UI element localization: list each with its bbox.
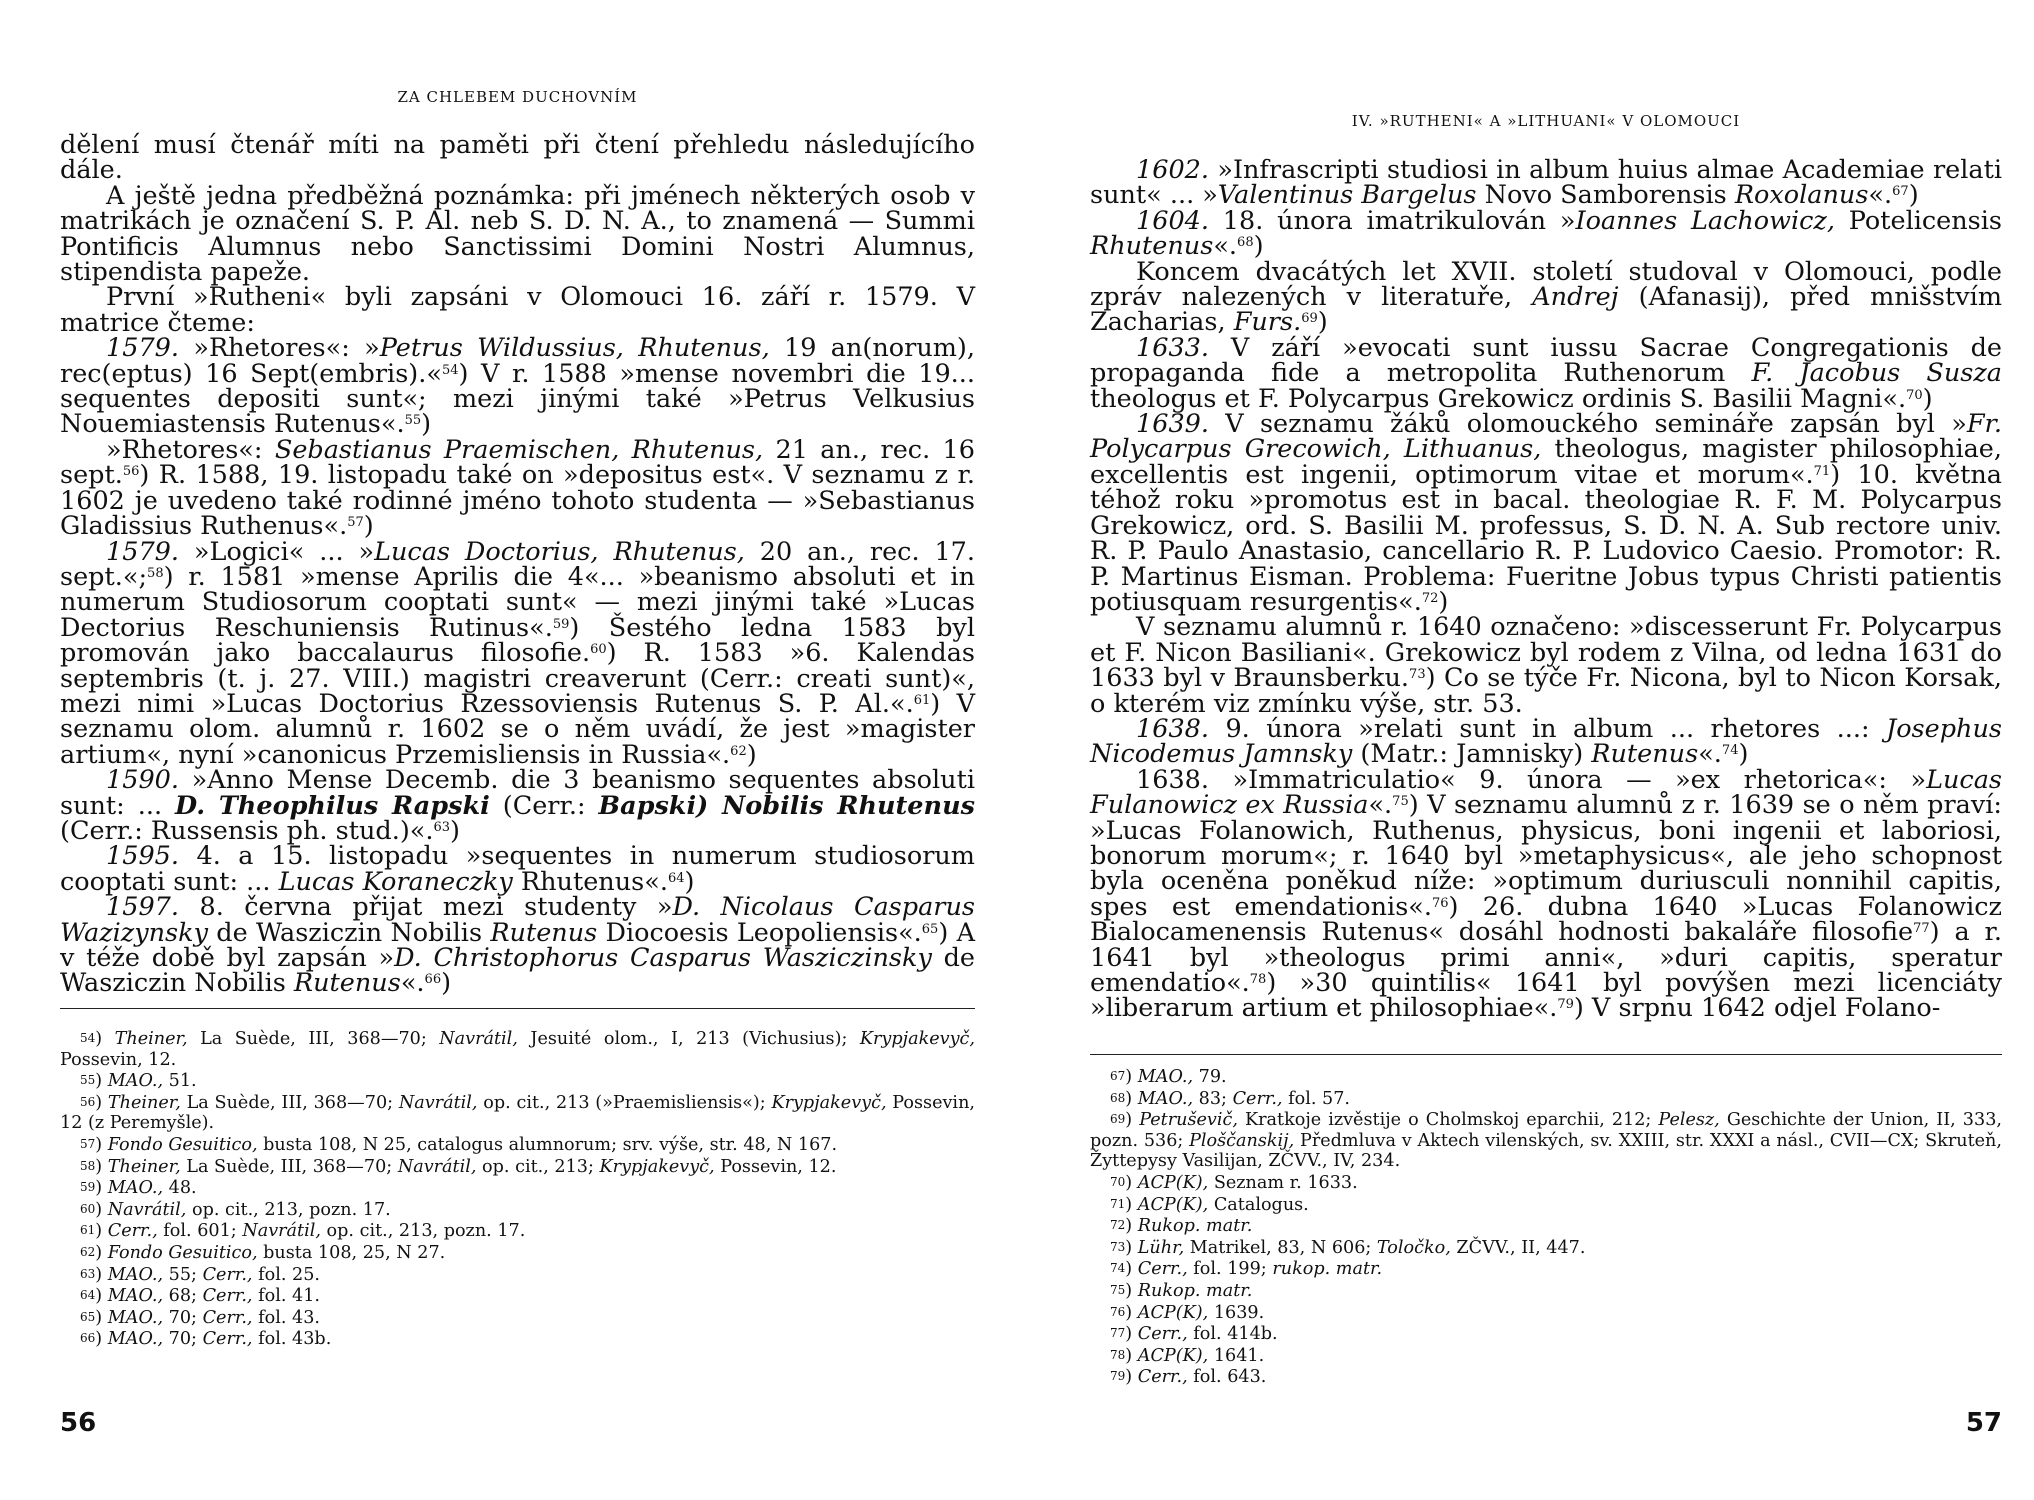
footnote-source: Rukop. matr. xyxy=(1137,1216,1253,1237)
footnote-number: 56 xyxy=(80,1094,96,1109)
footnote-ref: 70 xyxy=(1906,387,1923,403)
footnote-source: Theiner, xyxy=(107,1092,181,1113)
footnotes xyxy=(1090,1066,2002,1388)
footnote-source: Lühr, xyxy=(1137,1237,1185,1258)
footnote-ref: 76 xyxy=(1432,895,1449,911)
footnote-number: 70 xyxy=(1110,1174,1126,1189)
footnote-text: Kratkoje izvěstije o Cholmskoj eparchii, 212; xyxy=(1237,1110,1659,1131)
footnote-source: Theiner, xyxy=(107,1156,181,1177)
footnote-text: fol. 43b. xyxy=(252,1329,332,1350)
student-name: Furs. xyxy=(1233,307,1302,338)
footnote-text: op. cit., 213, pozn. 17. xyxy=(186,1199,391,1220)
footnote-source: Cerr., xyxy=(107,1221,158,1242)
footnote-number: 77 xyxy=(1110,1326,1126,1341)
footnote-number: 68 xyxy=(1110,1090,1126,1105)
student-name: Rutenus xyxy=(1591,739,1699,770)
footnote: 55) MAO., 51. xyxy=(80,1071,197,1092)
footnote-source: Rukop. matr. xyxy=(1137,1280,1253,1301)
paragraph: 1638. »Immatriculatio« 9. února — »ex rhetorica«: »Lucas Fulanowicz ex Russia«.$^{75}$) V seznamu alumnů z r. 1639 se o něm praví: »Lucas Folanowich, Ruthenus, physicus, boni ingenii et laboriosi, bonorum morum«; r. 1640 byl »metaphysicus«, ale jeho schopnost byla oceněna poněkud níže: »optimum duriusculi nonnihil capitis, spes est emendationis«.$^{76}$) 26. dubna 1640 »Lucas Folanowicz Bialocamenensis Rutenus« dosáhl hodnosti bakaláře filosofie$^{77}$) a r. 1641 byl »theologus primi anni«, »duri capitis, speratur emendatio«.$^{78}$) »30 quintilis« 1641 byl povýšen mezi licenciáty »liberarum artium et philosophiae«.$^{79}$) V srpnu 1642 odjel Folano- xyxy=(1090,764,2003,1024)
paragraph: 1633. V září »evocati sunt iussu Sacrae Congregationis de propaganda fide a metropolita Ruthenorum F. Jacobus Susza theologus et F. Polycarpus Grekowicz ordinis S. Basilii Magni«.$^{70}$) xyxy=(1090,332,2002,414)
footnote-source: ACP(K), xyxy=(1137,1302,1209,1323)
footnote-source: MAO., xyxy=(1137,1088,1194,1109)
footnote: 54) Theiner, La Suède, III, 368—70; Navrátil, Jesuité olom., I, 213 (Vichusius); Krypjakevyč, Possevin, 12. xyxy=(60,1029,975,1070)
footnote-ref: 79 xyxy=(1557,997,1574,1013)
student-name: Andrej xyxy=(1532,282,1619,313)
footnote-text: Possevin, 12. xyxy=(60,1049,177,1070)
paragraph: V seznamu alumnů r. 1640 označeno: »discesserunt Fr. Polycarpus et F. Nicon Basiliani«. Grekowicz byl rodem z Vilna, od ledna 1631 do 1633 byl v Braunsberku.$^{73}$) Co se týče Fr. Nicona, byl to Nicon Korsak, o kterém viz zmínku výše, str. 53. xyxy=(1090,612,2003,719)
footnote-text: 70; xyxy=(163,1329,203,1350)
footnote-source: Petruševič, xyxy=(1139,1110,1238,1131)
student-name: Lucas Doctorius, Rhutenus, xyxy=(374,536,745,567)
paragraph: »Rhetores«: Sebastianus Praemischen, Rhutenus, 21 an., rec. 16 sept.$^{56}$) R. 1588, 19. listopadu také on »depositus est«. V seznamu z r. 1602 je uvedeno také rodinné jméno tohoto studenta — »Sebastianus Gladissius Ruthenus«.$^{57}$) xyxy=(60,434,975,542)
footnote: 78) ACP(K), 1641. xyxy=(1110,1345,1265,1366)
student-name: Josephus Nicodemus Jamnsky xyxy=(1090,713,2002,770)
student-name: D. Nicolaus Casparus Wazizynsky xyxy=(60,892,975,948)
footnote-text: fol. 57. xyxy=(1282,1088,1351,1109)
page-number: 57 xyxy=(1965,1408,2002,1438)
footnotes xyxy=(60,1028,975,1350)
footnote: 57) Fondo Gesuitico, busta 108, N 25, catalogus alumnorum; srv. výše, str. 48, N 167. xyxy=(80,1134,838,1155)
footnote-number: 71 xyxy=(1110,1196,1126,1211)
footnote: 67) MAO., 79. xyxy=(1110,1067,1227,1087)
footnote-number: 59 xyxy=(80,1180,96,1195)
footnote-source: MAO., xyxy=(107,1178,164,1199)
footnote-text: 1641. xyxy=(1208,1345,1265,1366)
footnote-source: ACP(K), xyxy=(1137,1194,1209,1215)
footnote-source: Fondo Gesuitico, xyxy=(107,1242,258,1263)
paragraph: 1639. V seznamu žáků olomouckého semináře zapsán byl »Fr. Polycarpus Grecowich, Lithuanus, theologus, magister philosophiae, excellentis est ingenii, optimorum vitae et morum«.$^{71}$) 10. května téhož roku »promotus est in bacal. theologiae R. F. M. Polycarpus Grekowicz, ord. S. Basilii M. professus, S. D. N. A. Sub rectore univ. R. P. Paulo Anastasio, cancellario R. P. Ludovico Caesio. Promotor: R. P. Martinus Eisman. Problema: Fueritne Jobus typus Christi patientis potiusquam resurgentis«.$^{72}$) xyxy=(1090,409,2002,617)
footnote-number: 74 xyxy=(1110,1261,1126,1276)
footnote: 71) ACP(K), Catalogus. xyxy=(1110,1194,1309,1215)
footnote-source: MAO., xyxy=(1137,1067,1194,1087)
footnote-source: Cerr., xyxy=(202,1329,253,1350)
footnote-text: busta 108, N 25, catalogus alumnorum; srv. výše, str. 48, N 167. xyxy=(257,1134,838,1155)
footnote-source: MAO., xyxy=(107,1264,164,1285)
footnote: 74) Cerr., fol. 199; rukop. matr. xyxy=(1110,1259,1383,1280)
body-text xyxy=(60,130,976,999)
footnote-ref: 54 xyxy=(441,362,459,378)
footnote-text: Seznam r. 1633. xyxy=(1208,1172,1358,1193)
footnote-number: 66 xyxy=(80,1331,96,1346)
footnote-ref: 56 xyxy=(122,464,140,480)
footnote-number: 60 xyxy=(80,1201,96,1216)
student-name: Valentinus Bargelus xyxy=(1217,180,1477,211)
footnote-source: Krypjakevyč, xyxy=(859,1029,975,1049)
footnote-text: fol. 199; xyxy=(1187,1259,1273,1280)
footnote: 70) ACP(K), Seznam r. 1633. xyxy=(1110,1172,1358,1193)
entry-year: 1633. xyxy=(1136,332,1210,363)
footnote: 58) Theiner, La Suède, III, 368—70; Navrátil, op. cit., 213; Krypjakevyč, Possevin, 12. xyxy=(80,1156,837,1177)
footnote-text: La Suède, III, 368—70; xyxy=(180,1156,398,1177)
footnote-source: Cerr., xyxy=(202,1264,253,1285)
footnote-source: Cerr., xyxy=(202,1307,253,1328)
paragraph: 1602. »Infrascripti studiosi in album huius almae Academiae relati sunt« ... »Valentinus Bargelus Novo Samborensis Roxolanus«.$^{67}$) xyxy=(1090,155,2002,211)
student-name: Rutenus xyxy=(293,968,401,999)
footnote-ref: 61 xyxy=(913,692,931,708)
entry-year: 1604. xyxy=(1136,205,1210,236)
footnote-text: op. cit., 213 (»Praemisliensis«); xyxy=(477,1092,772,1113)
footnote-ref: 73 xyxy=(1409,667,1426,683)
paragraph: 1595. 4. a 15. listopadu »sequentes in numerum studiosorum cooptati sunt: ... Lucas Koraneczky Rhutenus«.$^{64}$) xyxy=(60,841,975,897)
student-name: Rutenus xyxy=(490,917,598,948)
footnote-text: fol. 601; xyxy=(157,1221,243,1242)
footnote-ref: 67 xyxy=(1892,184,1909,200)
footnote-text: fol. 41. xyxy=(252,1286,321,1307)
footnote-source: Cerr., xyxy=(1232,1088,1283,1109)
footnote-source: Cerr., xyxy=(202,1286,253,1307)
footnote-ref: 65 xyxy=(921,921,939,937)
footnote-divider xyxy=(60,1008,975,1009)
student-name: Sebastianus Praemischen, Rhutenus, xyxy=(274,434,764,465)
footnote-number: 57 xyxy=(80,1136,96,1151)
footnote: 68) MAO., 83; Cerr., fol. 57. xyxy=(1110,1088,1351,1109)
footnote-number: 79 xyxy=(1110,1369,1126,1384)
footnote-ref: 71 xyxy=(1813,463,1831,479)
student-name: D. Christophorus Casparus Wasziczinsky xyxy=(394,943,932,973)
footnote-text: busta 108, 25, N 27. xyxy=(257,1242,446,1263)
footnote-text: fol. 643. xyxy=(1187,1367,1267,1388)
footnote-ref: 62 xyxy=(730,743,747,759)
student-name: Bapski) Nobilis Rhutenus xyxy=(598,790,975,821)
footnote-text: Jesuité olom., I, 213 (Vichusius); xyxy=(517,1029,860,1049)
footnote-text: 83; xyxy=(1193,1088,1233,1109)
footnote: 66) MAO., 70; Cerr., fol. 43b. xyxy=(80,1329,332,1350)
footnote-source: Navrátil, xyxy=(242,1221,321,1242)
footnote-text: 55; xyxy=(163,1264,203,1285)
footnote-number: 61 xyxy=(80,1223,96,1238)
footnote-source: Krypjakevyč, xyxy=(771,1092,887,1113)
footnote-text: op. cit., 213; xyxy=(476,1156,600,1177)
footnote-source: Toločko, xyxy=(1376,1237,1451,1258)
footnote-text: op. cit., 213, pozn. 17. xyxy=(320,1221,526,1242)
student-name: Roxolanus xyxy=(1734,180,1869,211)
footnote-number: 62 xyxy=(80,1244,96,1259)
student-name: Rhutenus xyxy=(1090,231,1214,262)
footnote-source: ACP(K), xyxy=(1137,1345,1209,1366)
footnote: 56) Theiner, La Suède, III, 368—70; Navrátil, op. cit., 213 (»Praemisliensis«); Krypjakevyč, Possevin, 12 (z Peremyšle). xyxy=(60,1092,975,1134)
footnote-number: 67 xyxy=(1110,1069,1126,1083)
footnote: 75) Rukop. matr. xyxy=(1110,1280,1253,1301)
student-name: F. Jacobus Susza xyxy=(1751,358,2002,389)
footnote-text: Catalogus. xyxy=(1208,1194,1309,1215)
paragraph: 1590. »Anno Mense Decemb. die 3 beanismo sequentes absoluti sunt: ... D. Theophilus Rapski (Cerr.: Bapski) Nobilis Rhutenus (Cerr.: Russensis ph. stud.)«.$^{63}$) xyxy=(60,765,975,846)
footnote-ref: 55 xyxy=(404,413,422,429)
footnote-ref: 64 xyxy=(667,870,685,886)
footnote-source: Cerr., xyxy=(1137,1259,1188,1280)
footnote-ref: 78 xyxy=(1249,972,1267,987)
footnote-text: 79. xyxy=(1193,1067,1227,1087)
footnote-source: MAO., xyxy=(107,1071,164,1092)
footnote-text: Possevin, 12. xyxy=(714,1156,837,1177)
footnote-source: Ploščanskij, xyxy=(1189,1130,1295,1151)
body-text xyxy=(1090,155,2003,1024)
footnote-ref: 69 xyxy=(1301,311,1318,327)
entry-year: 1602. xyxy=(1136,155,1210,185)
footnote: 65) MAO., 70; Cerr., fol. 43. xyxy=(80,1307,321,1328)
footnote-text: fol. 43. xyxy=(252,1307,321,1328)
entry-year: 1597. xyxy=(106,892,180,923)
footnote-divider xyxy=(1090,1054,2002,1055)
footnote: 79) Cerr., fol. 643. xyxy=(1110,1367,1267,1388)
footnote: 60) Navrátil, op. cit., 213, pozn. 17. xyxy=(80,1199,391,1220)
footnote-number: 65 xyxy=(80,1309,96,1324)
footnote-number: 78 xyxy=(1110,1347,1126,1362)
footnote-text: Possevin, 12 (z Peremyšle). xyxy=(60,1092,975,1134)
footnote-source: Fondo Gesuitico, xyxy=(107,1134,258,1155)
right-page xyxy=(1090,0,2002,1500)
footnote: 63) MAO., 55; Cerr., fol. 25. xyxy=(80,1264,321,1285)
entry-year: 1638. xyxy=(1136,713,1210,744)
entry-year: 1579. xyxy=(106,536,180,567)
entry-year: 1590. xyxy=(106,765,180,796)
footnote-ref: 60 xyxy=(590,642,607,658)
student-name: Petrus Wildussius, Rhutenus, xyxy=(379,333,770,364)
footnote-source: MAO., xyxy=(107,1286,164,1307)
paragraph: 1604. 18. února imatrikulován »Ioannes Lachowicz, Potelicensis Rhutenus«.$^{68}$) xyxy=(1090,205,2002,262)
student-name: Fr. Polycarpus Grecowich, Lithuanus, xyxy=(1090,409,2002,465)
footnote-source: Navrátil, xyxy=(398,1092,478,1113)
footnote: 76) ACP(K), 1639. xyxy=(1110,1302,1265,1323)
footnote-source: ACP(K), xyxy=(1137,1172,1209,1193)
student-name: D. Theophilus Rapski xyxy=(175,790,490,821)
footnote: 61) Cerr., fol. 601; Navrátil, op. cit., 213, pozn. 17. xyxy=(80,1221,526,1242)
footnote-ref: 68 xyxy=(1237,235,1254,251)
footnote-number: 72 xyxy=(1110,1218,1126,1233)
footnote-ref: 63 xyxy=(433,819,451,835)
footnote-number: 58 xyxy=(80,1158,96,1173)
footnote-source: Cerr., xyxy=(1137,1367,1188,1388)
running-head: ZA CHLEBEM DUCHOVNÍM xyxy=(397,88,638,106)
footnote: 72) Rukop. matr. xyxy=(1110,1216,1253,1237)
footnote-text: 70; xyxy=(163,1307,203,1328)
footnote-text: 48. xyxy=(163,1178,197,1199)
footnote-ref: 75 xyxy=(1392,794,1409,810)
page-number: 56 xyxy=(60,1408,97,1438)
footnote-text: fol. 414b. xyxy=(1187,1324,1278,1345)
paragraph: První »Rutheni« byli zapsáni v Olomouci 16. září r. 1579. V matrice čteme: xyxy=(60,282,975,338)
footnote-text: fol. 25. xyxy=(252,1264,321,1285)
footnote-source: rukop. matr. xyxy=(1272,1259,1383,1280)
footnote: 59) MAO., 48. xyxy=(80,1178,197,1199)
footnote-text: Geschichte der Union, II, 333, pozn. 536; xyxy=(1090,1110,2002,1151)
footnote-source: Theiner, xyxy=(114,1029,188,1049)
footnote-text: La Suède, III, 368—70; xyxy=(187,1029,440,1049)
footnote-source: Navrátil, xyxy=(439,1029,518,1049)
footnote-source: Pelesz, xyxy=(1658,1110,1720,1131)
footnote-number: 63 xyxy=(80,1266,96,1281)
footnote: 73) Lühr, Matrikel, 83, N 606; Toločko, ZČVV., II, 447. xyxy=(1110,1237,1586,1258)
footnote-ref: 58 xyxy=(147,565,164,581)
entry-year: 1579. xyxy=(106,333,180,364)
footnote-ref: 72 xyxy=(1421,590,1439,606)
footnote-ref: 66 xyxy=(424,972,442,988)
footnote-source: Navrátil, xyxy=(107,1199,187,1220)
footnote-text: Matrikel, 83, N 606; xyxy=(1184,1237,1377,1258)
footnote-number: 69 xyxy=(1110,1112,1126,1127)
footnote-number: 73 xyxy=(1110,1239,1126,1254)
footnote-text: 51. xyxy=(163,1071,197,1092)
footnote-ref: 57 xyxy=(347,515,364,531)
footnote-source: Cerr., xyxy=(1137,1324,1188,1345)
footnote-number: 54 xyxy=(80,1031,96,1045)
student-name: Ioannes Lachowicz, xyxy=(1575,205,1835,236)
footnote: 77) Cerr., fol. 414b. xyxy=(1110,1324,1278,1345)
footnote-text: Předmluva v Aktech vilenských, sv. XXIII, str. XXXI a násl., CVII—CX; Skruteň, Žyttepysy Vasilijan, ZČVV., IV, 234. xyxy=(1090,1130,2002,1172)
paragraph: 1638. 9. února »relati sunt in album ... rhetores ...: Josephus Nicodemus Jamnsky (Matr.: Jamnisky) Rutenus«.$^{74}$) xyxy=(1090,713,2002,770)
paragraph: 1597. 8. června přijat mezi studenty »D. Nicolaus Casparus Wazizynsky de Wasziczin Nobilis Rutenus Diocoesis Leopoliensis«.$^{65}$) A v téže době byl zapsán »D. Christophorus Casparus Wasziczinsky de Wasziczin Nobilis Rutenus«.$^{66}$) xyxy=(60,892,975,999)
footnote-ref: 59 xyxy=(552,616,570,632)
paragraph: 1579. »Rhetores«: »Petrus Wildussius, Rhutenus, 19 an(norum), rec(eptus) 16 Sept(embris).«$^{54}$) V r. 1588 »mense novembri die 19... sequentes depositi sunt«; mezi jinými také »Petrus Velkusius Nouemiastensis Rutenus«.$^{55}$) xyxy=(60,333,975,440)
footnote-text: La Suède, III, 368—70; xyxy=(180,1092,399,1113)
left-page xyxy=(60,0,975,1500)
student-name: Lucas Koraneczky xyxy=(278,866,513,897)
entry-year: 1595. xyxy=(106,841,180,872)
footnote-source: MAO., xyxy=(107,1307,164,1328)
paragraph: A ještě jedna předběžná poznámka: při jménech některých osob v matrikách je označení S. P. Al. neb S. D. N. A., to znamená — Summi Pontificis Alumnus nebo Sanctissimi Domini Nostri Alumnus, stipendista papeže. xyxy=(60,180,975,288)
footnote-number: 76 xyxy=(1110,1304,1126,1319)
footnote: 69) Petruševič, Kratkoje izvěstije o Cholmskoj eparchii, 212; Pelesz, Geschichte der Union, II, 333, pozn. 536; Ploščanskij, Předmluva v Aktech vilenských, sv. XXIII, str. XXXI a násl., CVII—CX; Skruteň, Žyttepysy Vasilijan, ZČVV., IV, 234. xyxy=(1090,1110,2002,1172)
paragraph: dělení musí čtenář míti na paměti při čtení přehledu následujícího dále. xyxy=(60,130,975,186)
paragraph: 1579. »Logici« ... »Lucas Doctorius, Rhutenus, 20 an., rec. 17. sept.«;$^{58}$) r. 1581 »mense Aprilis die 4«... »beanismo absoluti et in numerum Studiosorum cooptati sunt« — mezi jinými také »Lucas Dectorius Reschuniensis Rutinus«.$^{59}$) Šestého ledna 1583 byl promován jako baccalaurus filosofie.$^{60}$) R. 1583 »6. Kalendas septembris (t. j. 27. VIII.) magistri creaverunt (Cerr.: creati sunt)«, mezi nimi »Lucas Doctorius Rzessoviensis Rutenus S. P. Al.«.$^{61}$) V seznamu olom. alumnů r. 1602 se o něm uvádí, že jest »magister artium«, nyní »canonicus Przemisliensis in Russia«.$^{62}$) xyxy=(60,536,976,770)
footnote-text: 68; xyxy=(163,1286,203,1307)
footnote: 64) MAO., 68; Cerr., fol. 41. xyxy=(80,1286,321,1307)
footnote-source: Navrátil, xyxy=(397,1156,477,1177)
footnote: 62) Fondo Gesuitico, busta 108, 25, N 27. xyxy=(80,1242,446,1263)
footnote-source: Krypjakevyč, xyxy=(599,1156,715,1177)
footnote-text: ZČVV., II, 447. xyxy=(1450,1237,1586,1258)
running-head: IV. »RUTHENI« A »LITHUANI« V OLOMOUCI xyxy=(1351,112,1741,130)
footnote-number: 75 xyxy=(1110,1282,1126,1297)
footnote-ref: 77 xyxy=(1913,921,1930,937)
footnote-number: 64 xyxy=(80,1288,96,1303)
student-name: Lucas Fulanowicz ex Russia xyxy=(1090,764,2002,821)
footnote-number: 55 xyxy=(80,1073,96,1088)
paragraph: Koncem dvacátých let XVII. století studoval v Olomouci, podle zpráv nalezených v literatuře, Andrej (Afanasij), před mnišstvím Zacharias, Furs.$^{69}$) xyxy=(1090,256,2002,338)
entry-year: 1639. xyxy=(1136,409,1210,440)
footnote-ref: 74 xyxy=(1721,743,1739,759)
footnote-text: 1639. xyxy=(1208,1302,1265,1323)
footnote-source: MAO., xyxy=(107,1329,164,1350)
